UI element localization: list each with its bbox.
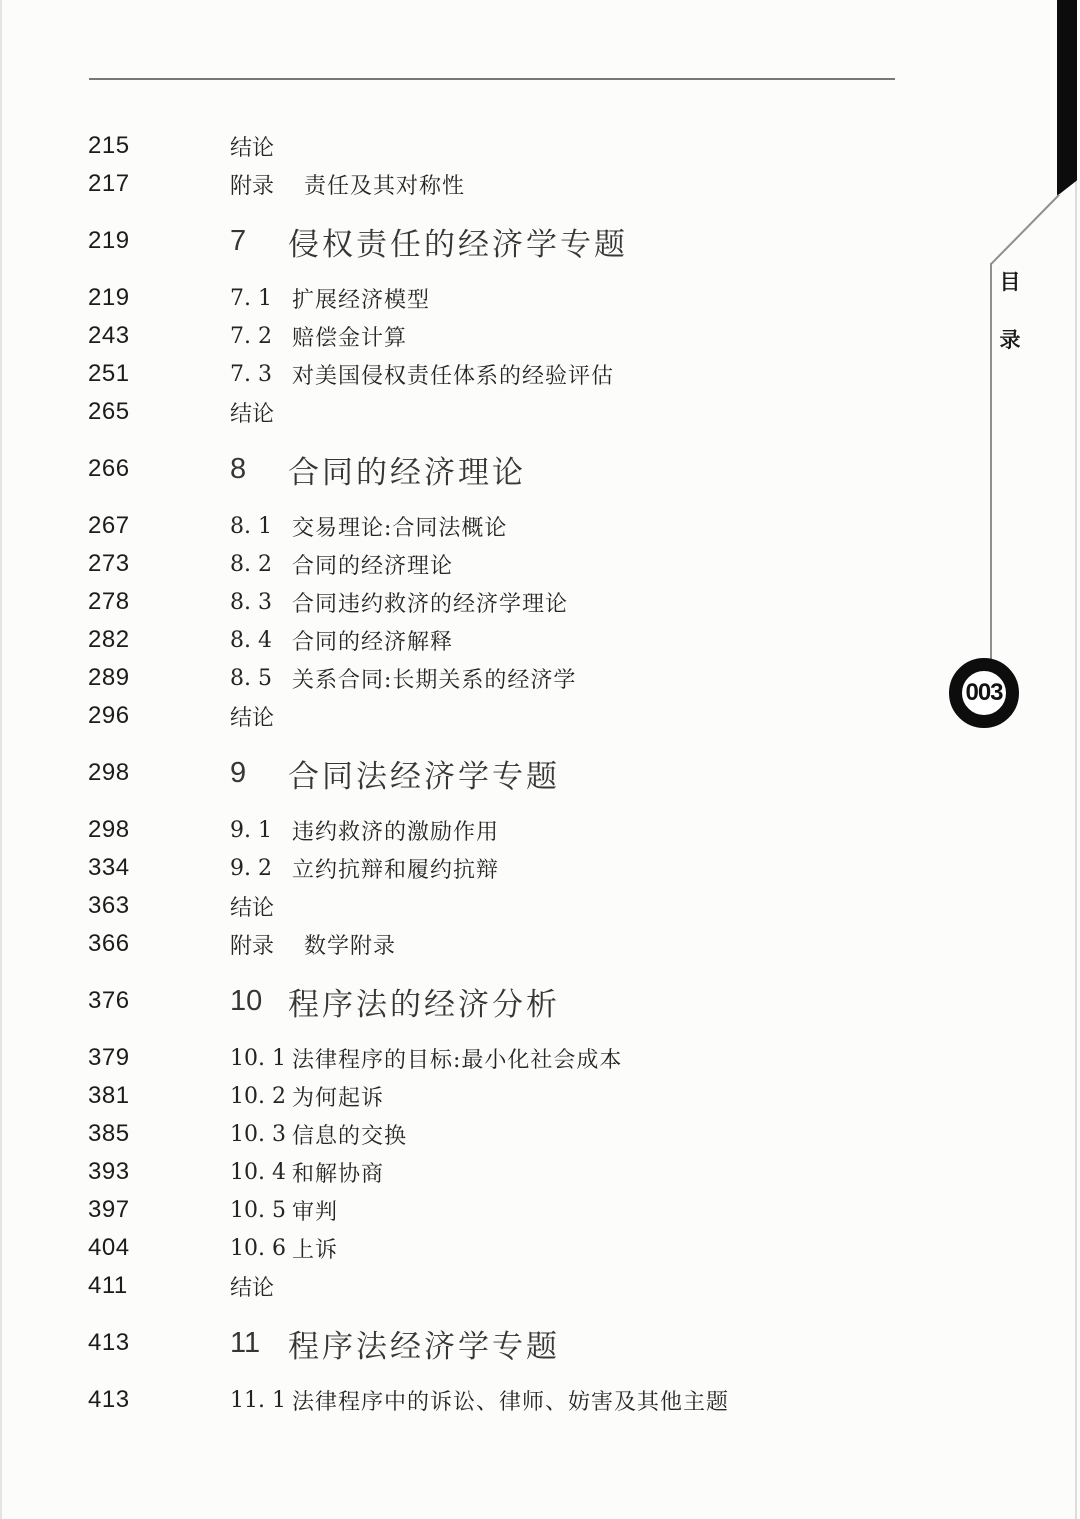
entry-number: 结论	[230, 135, 275, 161]
page-number: 219	[88, 284, 130, 311]
header-rule	[89, 78, 895, 80]
entry-title: 对美国侵权责任体系的经验评估	[292, 363, 615, 389]
page-number: 266	[88, 455, 130, 482]
page-number: 296	[88, 702, 130, 729]
toc-entry-row	[0, 279, 950, 317]
entry-number: 10. 2	[230, 1083, 286, 1109]
entry-number: 11	[230, 1326, 261, 1359]
toc-entry-row	[0, 317, 950, 355]
toc-entry-row	[0, 1039, 950, 1077]
entry-number: 10. 5	[230, 1197, 286, 1223]
page-number: 217	[88, 170, 130, 197]
page-number: 411	[88, 1272, 128, 1299]
entry-title: 审判	[292, 1199, 339, 1225]
toc-entry-row	[0, 811, 950, 849]
entry-number: 8. 5	[230, 665, 272, 691]
toc-entry-row	[0, 1077, 950, 1115]
page-number: 251	[88, 360, 130, 387]
entry-number: 结论	[230, 1275, 275, 1301]
toc-entry-row	[0, 1191, 950, 1229]
entry-number: 7. 2	[230, 323, 272, 349]
entry-number: 11. 1	[230, 1387, 286, 1413]
entry-number: 结论	[230, 895, 275, 921]
tab-vertical-line	[990, 263, 992, 660]
entry-title: 合同法经济学专题	[288, 758, 560, 794]
entry-title: 和解协商	[292, 1161, 385, 1187]
toc-entry-row	[0, 1267, 950, 1305]
toc-entry-row	[0, 1153, 950, 1191]
page-number: 289	[88, 664, 130, 691]
page-number: 381	[88, 1082, 130, 1109]
page-number: 393	[88, 1158, 130, 1185]
page-right-edge-shadow	[1075, 0, 1077, 1519]
entry-number: 10. 6	[230, 1235, 286, 1261]
toc-entry-row	[0, 925, 950, 963]
toc-entry-row	[0, 507, 950, 545]
entry-number: 7. 3	[230, 361, 272, 387]
entry-number: 7	[230, 224, 247, 257]
page-number: 215	[88, 132, 130, 159]
entry-title: 立约抗辩和履约抗辩	[292, 857, 500, 883]
entry-title: 程序法的经济分析	[288, 986, 560, 1022]
entry-title: 合同的经济理论	[288, 454, 526, 490]
entry-title: 关系合同:长期关系的经济学	[292, 667, 577, 693]
entry-number: 7. 1	[230, 285, 272, 311]
toc-entry-row	[0, 1115, 950, 1153]
entry-number: 8. 2	[230, 551, 272, 577]
page-number: 278	[88, 588, 130, 615]
toc-entry-row	[0, 849, 950, 887]
entry-number: 8	[230, 452, 247, 485]
entry-title: 侵权责任的经济学专题	[288, 226, 628, 262]
toc-chapter-row	[0, 447, 950, 491]
entry-number: 10. 4	[230, 1159, 286, 1185]
page-number: 366	[88, 930, 130, 957]
page-number: 267	[88, 512, 130, 539]
entry-number: 8. 1	[230, 513, 272, 539]
page-number: 273	[88, 550, 130, 577]
page-number: 298	[88, 816, 130, 843]
entry-title: 合同的经济解释	[292, 629, 454, 655]
entry-number: 结论	[230, 401, 275, 427]
toc-entry-row	[0, 621, 950, 659]
entry-number: 结论	[230, 705, 275, 731]
page-number: 219	[88, 227, 130, 254]
entry-number: 9	[230, 756, 247, 789]
page-number: 413	[88, 1386, 130, 1413]
page-number: 298	[88, 759, 130, 786]
entry-title: 扩展经济模型	[292, 287, 431, 313]
entry-title: 合同的经济理论	[292, 553, 454, 579]
entry-title: 为何起诉	[292, 1085, 385, 1111]
page-number: 363	[88, 892, 130, 919]
toc-entry-row	[0, 659, 950, 697]
toc-entry-row	[0, 165, 950, 203]
entry-number: 9. 2	[230, 855, 272, 881]
toc-chapter-row	[0, 979, 950, 1023]
page-number-badge-text: 003	[965, 679, 1003, 706]
tab-label-char: 录	[999, 327, 1021, 352]
page-number: 413	[88, 1329, 130, 1356]
entry-number: 附录	[230, 173, 275, 199]
entry-title: 法律程序的目标:最小化社会成本	[292, 1047, 623, 1073]
entry-title: 上诉	[292, 1237, 339, 1263]
toc-chapter-row	[0, 219, 950, 263]
page-number: 243	[88, 322, 130, 349]
entry-number: 10. 3	[230, 1121, 286, 1147]
toc-chapter-row	[0, 1321, 950, 1365]
entry-title: 责任及其对称性	[304, 173, 466, 199]
entry-number: 8. 3	[230, 589, 272, 615]
entry-number: 10. 1	[230, 1045, 286, 1071]
toc-entry-row	[0, 393, 950, 431]
entry-title: 合同违约救济的经济学理论	[292, 591, 569, 617]
entry-number: 附录	[230, 933, 275, 959]
page-number: 334	[88, 854, 130, 881]
chapter-tab-black-bar	[1057, 0, 1077, 196]
tab-label-char: 目	[999, 269, 1021, 294]
page-number: 282	[88, 626, 130, 653]
entry-number: 8. 4	[230, 627, 272, 653]
tab-diagonal-line	[990, 194, 1059, 264]
entry-title: 数学附录	[304, 933, 397, 959]
entry-title: 交易理论:合同法概论	[292, 515, 508, 541]
page-number: 397	[88, 1196, 130, 1223]
toc-entry-row	[0, 127, 950, 165]
page-number: 379	[88, 1044, 130, 1071]
entry-title: 违约救济的激励作用	[292, 819, 500, 845]
toc-entry-row	[0, 583, 950, 621]
toc-entry-row	[0, 1229, 950, 1267]
page-number: 376	[88, 987, 130, 1014]
toc-entry-row	[0, 697, 950, 735]
toc-list	[0, 127, 950, 1419]
toc-entry-row	[0, 1381, 950, 1419]
page-number: 404	[88, 1234, 130, 1261]
toc-entry-row	[0, 545, 950, 583]
entry-title: 赔偿金计算	[292, 325, 408, 351]
entry-title: 信息的交换	[292, 1123, 408, 1149]
page-number-badge	[949, 658, 1019, 728]
toc-chapter-row	[0, 751, 950, 795]
toc-entry-row	[0, 355, 950, 393]
entry-title: 法律程序中的诉讼、律师、妨害及其他主题	[292, 1389, 730, 1415]
entry-number: 9. 1	[230, 817, 272, 843]
toc-entry-row	[0, 887, 950, 925]
page-number: 265	[88, 398, 130, 425]
entry-title: 程序法经济学专题	[288, 1328, 560, 1364]
entry-number: 10	[230, 984, 263, 1017]
page-number: 385	[88, 1120, 130, 1147]
